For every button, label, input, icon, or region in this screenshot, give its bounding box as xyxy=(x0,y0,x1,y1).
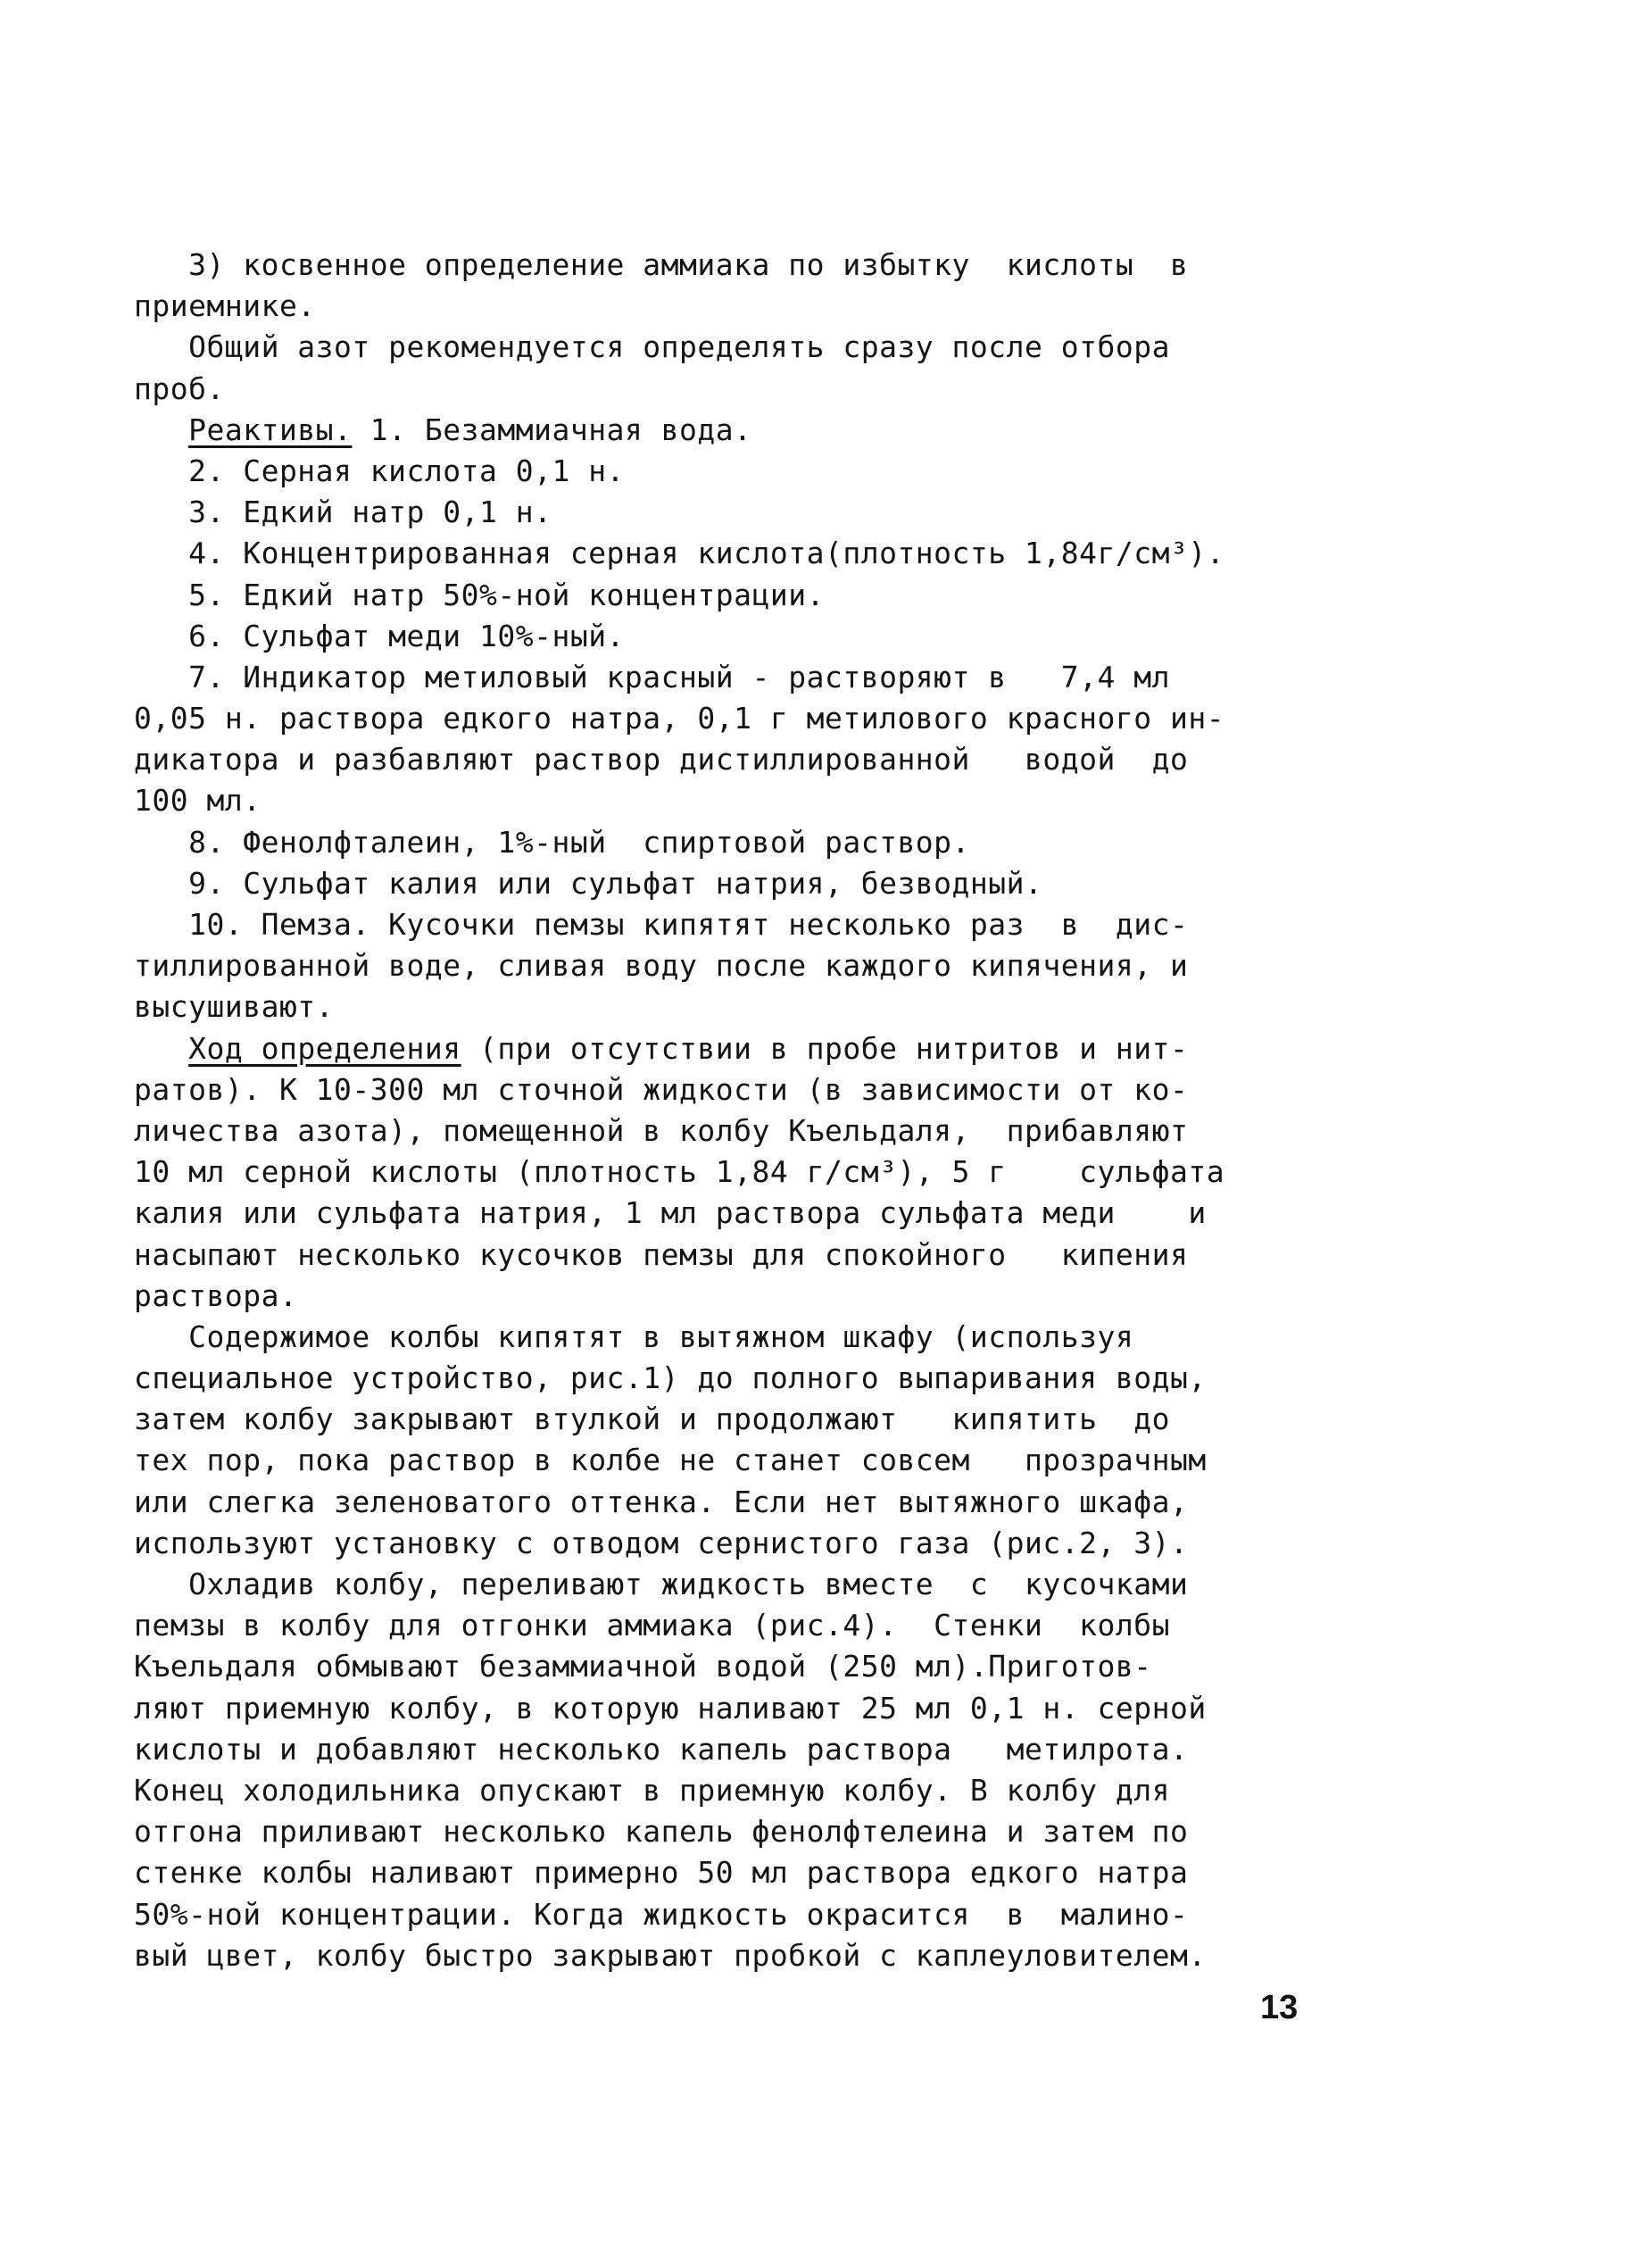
text-line: 4. Концентрированная серная кислота(плотность 1,84г/см³). xyxy=(134,536,1225,571)
text-line: отгона приливают несколько капель фенолфтелеина и затем по xyxy=(134,1814,1189,1850)
text-line: тех пор, пока раствор в колбе не станет совсем прозрачным xyxy=(134,1443,1207,1478)
text-line: калия или сульфата натрия, 1 мл раствора сульфата меди и xyxy=(134,1195,1207,1231)
text-line: 3) косвенное определение аммиака по избытку кислоты в xyxy=(134,247,1189,282)
text-line: высушивают. xyxy=(134,989,335,1025)
page-number: 13 xyxy=(1260,1989,1299,2026)
procedure-heading: Ход определения xyxy=(188,1030,461,1066)
text-line: (при отсутствии в пробе нитритов и нит- xyxy=(461,1030,1189,1066)
text-line: специальное устройство, рис.1) до полного выпаривания воды, xyxy=(134,1360,1207,1396)
text-line: 1. Безаммиачная вода. xyxy=(352,412,752,447)
text-line: 10. Пемза. Кусочки пемзы кипятят несколько раз в дис- xyxy=(134,907,1189,942)
text-line: 7. Индикатор метиловый красный - растворяют в 7,4 мл xyxy=(134,659,1170,694)
text-line: 9. Сульфат калия или сульфат натрия, безводный. xyxy=(134,865,1043,901)
text-line: стенке колбы наливают примерно 50 мл раствора едкого натра xyxy=(134,1855,1189,1891)
text-line: Конец холодильника опускают в приемную колбу. В колбу для xyxy=(134,1772,1170,1808)
reagents-heading-line xyxy=(134,410,1305,451)
procedure-heading-line xyxy=(134,1028,1305,1069)
text-line: насыпают несколько кусочков пемзы для спокойного кипения xyxy=(134,1236,1189,1272)
text-line: Къельдаля обмывают безаммиачной водой (250 мл).Приготов- xyxy=(134,1649,1152,1684)
text-line: или слегка зеленоватого оттенка. Если нет вытяжного шкафа, xyxy=(134,1484,1189,1519)
text-line: пемзы в колбу для отгонки аммиака (рис.4). Стенки колбы xyxy=(134,1608,1170,1643)
text-line: приемнике. xyxy=(134,288,316,324)
text-line: ратов). К 10-300 мл сточной жидкости (в зависимости от ко- xyxy=(134,1071,1189,1107)
text-line: 10 мл серной кислоты (плотность 1,84 г/см³), 5 г сульфата xyxy=(134,1154,1225,1190)
text-line: 100 мл. xyxy=(134,783,261,819)
text-line: ляют приемную колбу, в которую наливают 25 мл 0,1 н. серной xyxy=(134,1690,1207,1726)
text-line: 50%-ной концентрации. Когда жидкость окрасится в малино- xyxy=(134,1896,1189,1932)
text-line: личества азота), помещенной в колбу Къельдаля, прибавляют xyxy=(134,1112,1189,1148)
text-line: Охладив колбу, переливают жидкость вместе с кусочками xyxy=(134,1567,1189,1601)
text-line: вый цвет, колбу быстро закрывают пробкой с каплеуловителем. xyxy=(134,1937,1207,1973)
text-line: проб. xyxy=(134,370,225,406)
text-line: кислоты и добавляют несколько капель раствора метилрота. xyxy=(134,1731,1189,1767)
text-line: дикатора и разбавляют раствор дистиллированной водой до xyxy=(134,742,1189,778)
text-line: затем колбу закрывают втулкой и продолжают кипятить до xyxy=(134,1401,1170,1437)
page-body-text xyxy=(134,245,1305,1976)
text-line: раствора. xyxy=(134,1277,298,1313)
indent xyxy=(134,1031,188,1066)
text-line: 6. Сульфат меди 10%-ный. xyxy=(134,618,625,653)
text-line: используют установку с отводом сернистого газа (рис.2, 3). xyxy=(134,1525,1189,1560)
indent xyxy=(134,412,188,447)
text-line: Общий азот рекомендуется определять сразу после отбора xyxy=(134,329,1170,365)
text-line: Содержимое колбы кипятят в вытяжном шкафу (используя xyxy=(134,1318,1134,1354)
text-line: 0,05 н. раствора едкого натра, 0,1 г метилового красного ин- xyxy=(134,701,1225,736)
reagents-heading: Реактивы. xyxy=(188,412,353,447)
text-line: 2. Серная кислота 0,1 н. xyxy=(134,453,625,488)
text-line: тиллированной воде, сливая воду после каждого кипячения, и xyxy=(134,948,1189,984)
text-line: 8. Фенолфталеин, 1%-ный спиртовой раствор. xyxy=(134,824,970,860)
text-line: 3. Едкий натр 0,1 н. xyxy=(134,495,552,530)
text-line: 5. Едкий натр 50%-ной концентрации. xyxy=(134,577,825,612)
